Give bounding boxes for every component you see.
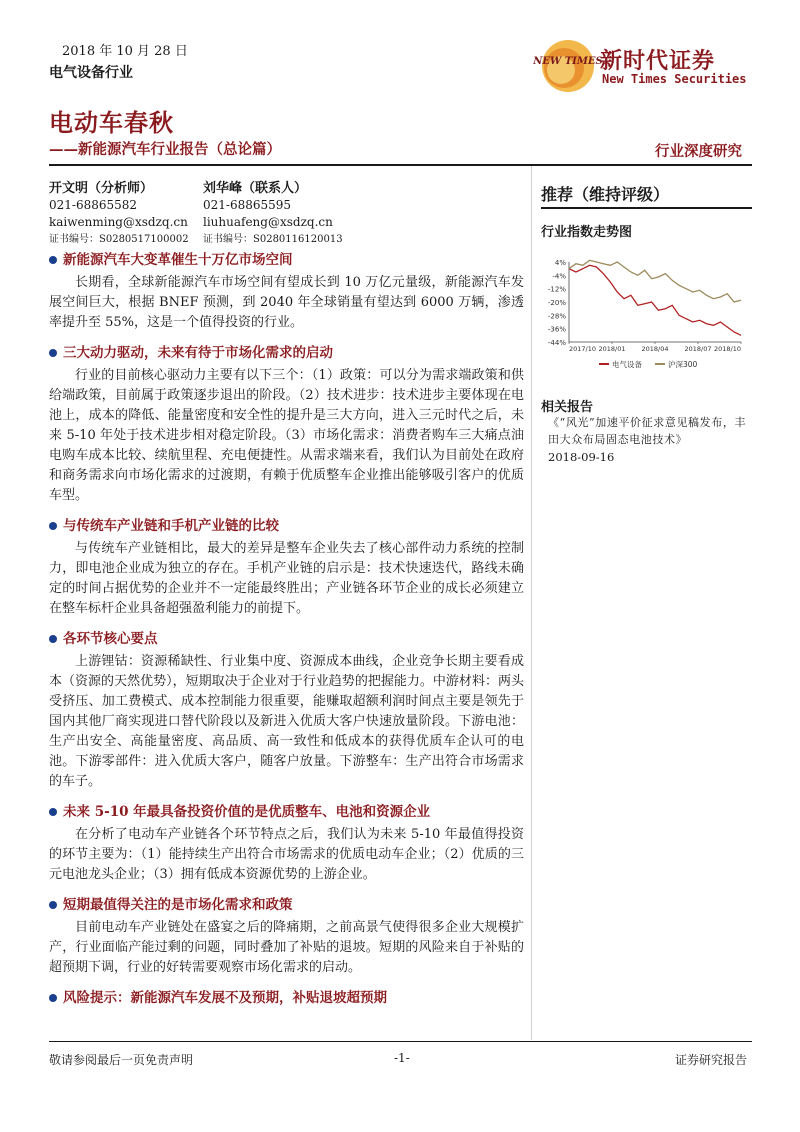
bullet-icon <box>49 522 57 530</box>
related-reports-title: 相关报告 <box>541 400 594 415</box>
section-paragraph: 在分析了电动车产业链各个环节特点之后，我们认为未来 5-10 年最值得投资的环节主要为：（1）能持续生产出符合市场需求的优质电动车企业；（2）优质的三元电池龙头企业；（3）拥有低成本资源优势的上游企业。 <box>49 827 524 882</box>
bullet-icon <box>49 994 57 1002</box>
header-divider <box>49 164 752 166</box>
legend-label: 沪深300 <box>668 360 698 369</box>
section-paragraph: 与传统车产业链相比，最大的差异是整车企业失去了核心部件动力系统的控制力，即电池企业成为独立的存在。手机产业链的启示是：技术快速迭代，路线未确定的时间占据优势的企业并不一定能最终胜出；产业链各环节企业的成长必须建立在整车标杆企业具备超强盈利能力的前提下。 <box>49 541 524 616</box>
analyst-phone: 021-68865595 <box>203 198 292 212</box>
analyst-card-2 <box>203 180 343 248</box>
section-paragraph: 上游锂钴：资源稀缺性、行业集中度、资源成本曲线，企业竞争长期主要看成本（资源的天然优势），短期取决于企业对于行业趋势的把握能力。中游材料：两头受挤压、加工费模式、成本控制能力很重要，能赚取超额利润时间点主要是领先于国内其他厂商实现进口替代阶段以及新进入优质大客户快速放量阶段。下游电池：生产出安全、高能量密度、高品质、高一致性和低成本的获得优质车企认可的电池。下游零部件：进入优质大客户，随客户放量。下游整车：生产出符合市场需求的车子。 <box>49 654 524 789</box>
industry-index-chart <box>541 248 747 372</box>
analyst-phone: 021-68865582 <box>49 198 138 212</box>
x-tick-label: 2018/10 <box>713 345 741 353</box>
analyst-email[interactable]: liuhuafeng@xsdzq.cn <box>203 215 333 229</box>
section-heading-text: 风险提示：新能源汽车发展不及预期，补贴退坡超预期 <box>63 990 387 1006</box>
section-heading <box>49 252 524 268</box>
x-tick-label: 2017/10 <box>569 345 597 353</box>
section-heading <box>49 631 524 647</box>
y-tick-label: -12% <box>547 285 566 294</box>
column-divider <box>531 166 532 1040</box>
section-heading <box>49 804 524 820</box>
analyst-cert: 证书编号：S0280116120013 <box>203 234 343 245</box>
section-heading-text: 三大动力驱动，未来有待于市场化需求的启动 <box>63 345 333 361</box>
summary-sections <box>49 252 524 1011</box>
section-heading <box>49 897 524 913</box>
rating-divider <box>541 207 752 209</box>
x-tick-label: 2018/04 <box>641 345 669 353</box>
analyst-name: 开文明（分析师） <box>49 181 154 196</box>
analyst-name: 刘华峰（联系人） <box>203 181 308 196</box>
bullet-icon <box>49 635 57 643</box>
section-body <box>49 652 524 792</box>
report-title: 电动车春秋 <box>49 108 174 137</box>
section-heading <box>49 990 524 1006</box>
report-subtitle: ——新能源汽车行业报告（总论篇） <box>49 141 281 158</box>
industry-label: 电气设备行业 <box>49 65 133 81</box>
legend-label: 电气设备 <box>612 360 642 369</box>
section-heading <box>49 345 524 361</box>
section-body <box>49 918 524 978</box>
section-heading-text: 短期最值得关注的是市场化需求和政策 <box>63 897 293 913</box>
section-body <box>49 539 524 619</box>
section-body <box>49 366 524 506</box>
footer-divider <box>49 1041 752 1042</box>
bullet-icon <box>49 349 57 357</box>
chart-title: 行业指数走势图 <box>541 225 633 240</box>
bullet-icon <box>49 808 57 816</box>
footer-report-label: 证券研究报告 <box>675 1053 748 1067</box>
analyst-card-1 <box>49 180 189 248</box>
analyst-cert: 证书编号：S0280517100002 <box>49 234 189 245</box>
section-body <box>49 273 524 333</box>
logo-company-name-en: New Times Securities <box>602 72 747 86</box>
section-paragraph: 长期看，全球新能源汽车市场空间有望成长到 10 万亿元量级，新能源汽车发展空间巨大，根据 BNEF 预测，到 2040 年全球销量有望达到 6000 万辆，渗透率提升至 55%，这是一个值得投资的行业。 <box>49 275 524 330</box>
report-date: 2018 年 10 月 28 日 <box>62 44 188 59</box>
section-body <box>49 825 524 885</box>
bullet-icon <box>49 901 57 909</box>
x-tick-label: 2018/07 <box>684 345 712 353</box>
y-tick-label: 4% <box>554 259 566 267</box>
section-heading-text: 新能源汽车大变革催生十万亿市场空间 <box>63 252 293 268</box>
logo-company-name: 新时代证券 <box>600 49 716 74</box>
section-heading <box>49 518 524 534</box>
bullet-icon <box>49 256 57 264</box>
section-heading-text: 各环节核心要点 <box>63 631 158 647</box>
y-tick-label: -36% <box>547 325 566 334</box>
report-type: 行业深度研究 <box>655 143 742 160</box>
logo-emblem-icon <box>533 38 603 94</box>
x-tick-label: 2018/01 <box>598 345 626 353</box>
series-line-0 <box>569 265 741 335</box>
y-tick-label: -20% <box>547 299 566 307</box>
related-report-link[interactable]: 《“风光”加速平价征求意见稿发布，丰田大众布局固态电池技术》 <box>548 416 747 446</box>
logo-badge-text: NEW TIMES <box>533 56 603 67</box>
y-tick-label: -4% <box>552 272 566 281</box>
related-report-date: 2018-09-16 <box>548 450 615 464</box>
footer-disclaimer[interactable]: 敬请参阅最后一页免责声明 <box>49 1053 194 1067</box>
analyst-email[interactable]: kaiwenming@xsdzq.cn <box>49 215 188 229</box>
section-heading-text: 与传统车产业链和手机产业链的比较 <box>63 518 279 534</box>
section-paragraph: 目前电动车产业链处在盛宴之后的降痛期，之前高景气使得很多企业大规模扩产，行业面临产能过剩的问题，同时叠加了补贴的退坡。短期的风险来自于补贴的超预期下调，行业的好转需要观察市场化需求的启动。 <box>49 920 524 975</box>
section-heading-text: 未来 5-10 年最具备投资价值的是优质整车、电池和资源企业 <box>63 804 431 820</box>
y-tick-label: -44% <box>547 339 566 347</box>
page-number: -1- <box>394 1051 410 1065</box>
rating-label: 推荐（维持评级） <box>541 185 670 204</box>
company-logo <box>533 38 752 94</box>
section-paragraph: 行业的目前核心驱动力主要有以下三个：（1）政策：可以分为需求端政策和供给端政策，目前属于政策逐步退出的阶段。（2）技术进步：技术进步主要体现在电池上，成本的降低、能量密度和安全性的提升是三大方向，进入三元时代之后，未来 5-10 年处于技术进步相对稳定阶段。（3）市场化需求：消费者购车三大痛点油电购车成本比较、续航里程、充电便捷性。从需求端来看，我们认为目前处在政府和商务需求向市场化需求的过渡期，有赖于优质整车企业推出能够吸引客户的优质车型。 <box>49 368 524 503</box>
y-tick-label: -28% <box>547 312 566 321</box>
